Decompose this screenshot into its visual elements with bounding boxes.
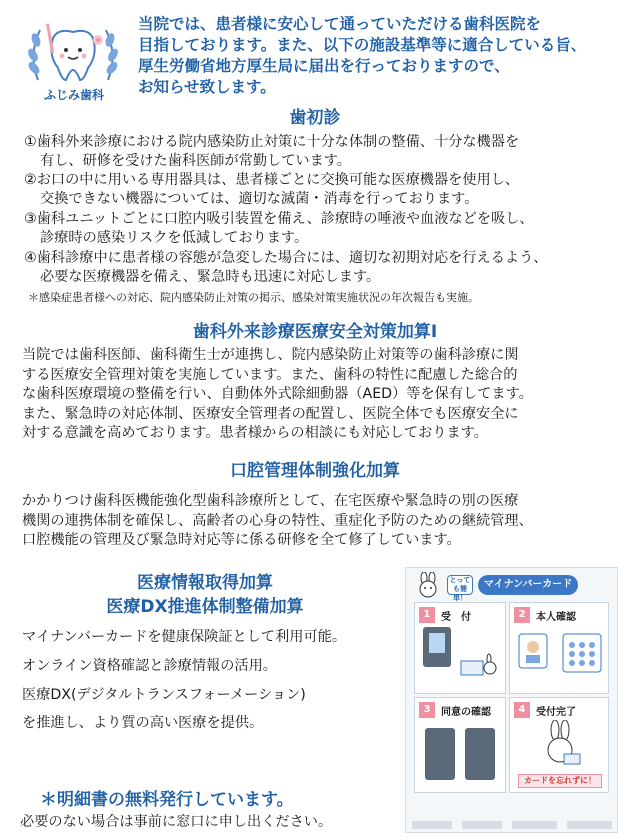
list-item-text: ④歯科診療中に患者様の容態が急変した場合には、適切な初期対応を行えるよう、	[24, 250, 548, 266]
paragraph-line: また、緊急時の対応体制、医療安全管理者の配置し、医院全体でも医療安全に	[22, 405, 519, 422]
list-item-cont: 有し、研修を受けた歯科医師が常勤しています。	[40, 153, 351, 169]
rabbit-mascot-icon	[414, 572, 442, 598]
easy-badge: とっても簡単！	[447, 575, 473, 595]
step-number: 3	[419, 702, 435, 718]
list-item-text: ①歯科外来診療における院内感染防止対策に十分な体制の整備、十分な機器を	[24, 134, 520, 150]
paragraph-line: する医療安全管理対策を実施しています。また、歯科の特性に配慮した総合的	[22, 366, 518, 383]
list-item-text: ②お口の中に用いる専用器具は、患者様ごとに交換可能な医療機器を使用し、	[24, 172, 520, 188]
step-number: 4	[514, 702, 530, 718]
intro-line: 目指しております。また、以下の施設基準等に適合している旨、	[138, 36, 587, 54]
section1-note: ＊感染症患者様への対応、院内感染防止対策の掲示、感染対策実施状況の年次報告も実施。	[28, 291, 479, 304]
step-panel	[414, 602, 506, 694]
paragraph-line: 口腔機能の管理及び緊急時対応等に係る研修を全て修了しています。	[22, 532, 461, 548]
step-label: 同意の確認	[441, 707, 491, 718]
section-title-safety: 歯科外来診療医療安全対策加算Ⅰ	[192, 322, 438, 342]
paragraph-line: かかりつけ歯科医機能強化型歯科診療所として、在宅医療や緊急時の別の医療	[22, 493, 519, 509]
dx-line: オンライン資格確認と診療情報の活用。	[22, 658, 277, 674]
consent-screen-icon	[425, 728, 455, 780]
step-label: 本人確認	[536, 612, 576, 623]
list-item	[24, 249, 624, 287]
dx-title-line1: 医療情報取得加算	[137, 573, 273, 593]
list-item	[24, 171, 624, 209]
clinic-name: ふじみ歯科	[44, 88, 105, 102]
step-label: 受 付	[441, 612, 471, 623]
list-item-cont: 交換できない機器については、適切な滅菌・消毒を行っております。	[40, 191, 479, 207]
mynumber-card-title: マイナンバーカード	[478, 575, 578, 595]
list-item-cont: 必要な医療機器を備え、緊急時も迅速に対応します。	[40, 269, 381, 285]
consent-screen-icon	[465, 728, 495, 780]
section-title-oral-management: 口腔管理体制強化加算	[230, 461, 400, 481]
receipt-title: ＊明細書の無料発行しています。	[40, 790, 294, 810]
paragraph-line: 対する意識を高めております。患者様からの相談にも対応しております。	[22, 425, 488, 441]
clinic-logo	[18, 10, 128, 105]
step-number: 2	[514, 607, 530, 623]
list-item	[24, 210, 624, 248]
intro-text	[138, 14, 618, 98]
dx-line: 医療DX(デジタルトランスフォーメーション)	[22, 687, 306, 703]
face-recognition-icon	[518, 633, 548, 669]
list-item-cont: 診療時の感染リスクを低減しております。	[40, 230, 309, 246]
rabbit-complete-icon	[538, 720, 582, 770]
intro-line: 厚生労働省地方厚生局に届出を行っておりますので、	[138, 57, 510, 75]
sponsor-logos	[412, 816, 612, 828]
step-panel	[414, 697, 506, 793]
intro-line: お知らせ致します。	[138, 78, 276, 96]
dx-line: マイナンバーカードを健康保険証として利用可能。	[22, 629, 347, 645]
dx-title-line2: 医療DX推進体制整備加算	[106, 597, 304, 617]
rabbit-holding-card-icon	[459, 653, 499, 677]
paragraph-line: な歯科医療環境の整備を行い、自動体外式除細動器（AED）等を保有してます。	[22, 386, 533, 402]
intro-line: 当院では、患者様に安心して通っていただける歯科医院を	[138, 15, 542, 33]
dx-line: を推進し、より質の高い医療を提供。	[22, 715, 264, 731]
receipt-text: 必要のない場合は事前に窓口に申し出ください。	[20, 814, 333, 830]
pin-keypad-icon	[562, 633, 602, 673]
step-panel	[509, 602, 609, 694]
oral-management-paragraph	[22, 492, 618, 551]
reader-screen-icon	[429, 633, 445, 653]
step-number: 1	[419, 607, 435, 623]
step-panel	[509, 697, 609, 793]
paragraph-line: 機関の連携体制を確保し、高齢者の心身の特性、重症化予防のための継続管理、	[22, 512, 533, 529]
section-title-dx	[70, 571, 340, 619]
remember-card-banner: カードを忘れずに！	[518, 774, 602, 788]
list-item-text: ③歯科ユニットごとに口腔内吸引装置を備え、診療時の唾液や血液などを吸し、	[24, 211, 534, 227]
step-label: 受付完了	[536, 707, 576, 718]
safety-paragraph	[22, 346, 618, 444]
list-item	[24, 133, 624, 171]
section-title-shoshin: 歯初診	[289, 108, 341, 128]
paragraph-line: 当院では歯科医師、歯科衛生士が連携し、院内感染防止対策等の歯科診療に関	[22, 347, 519, 363]
